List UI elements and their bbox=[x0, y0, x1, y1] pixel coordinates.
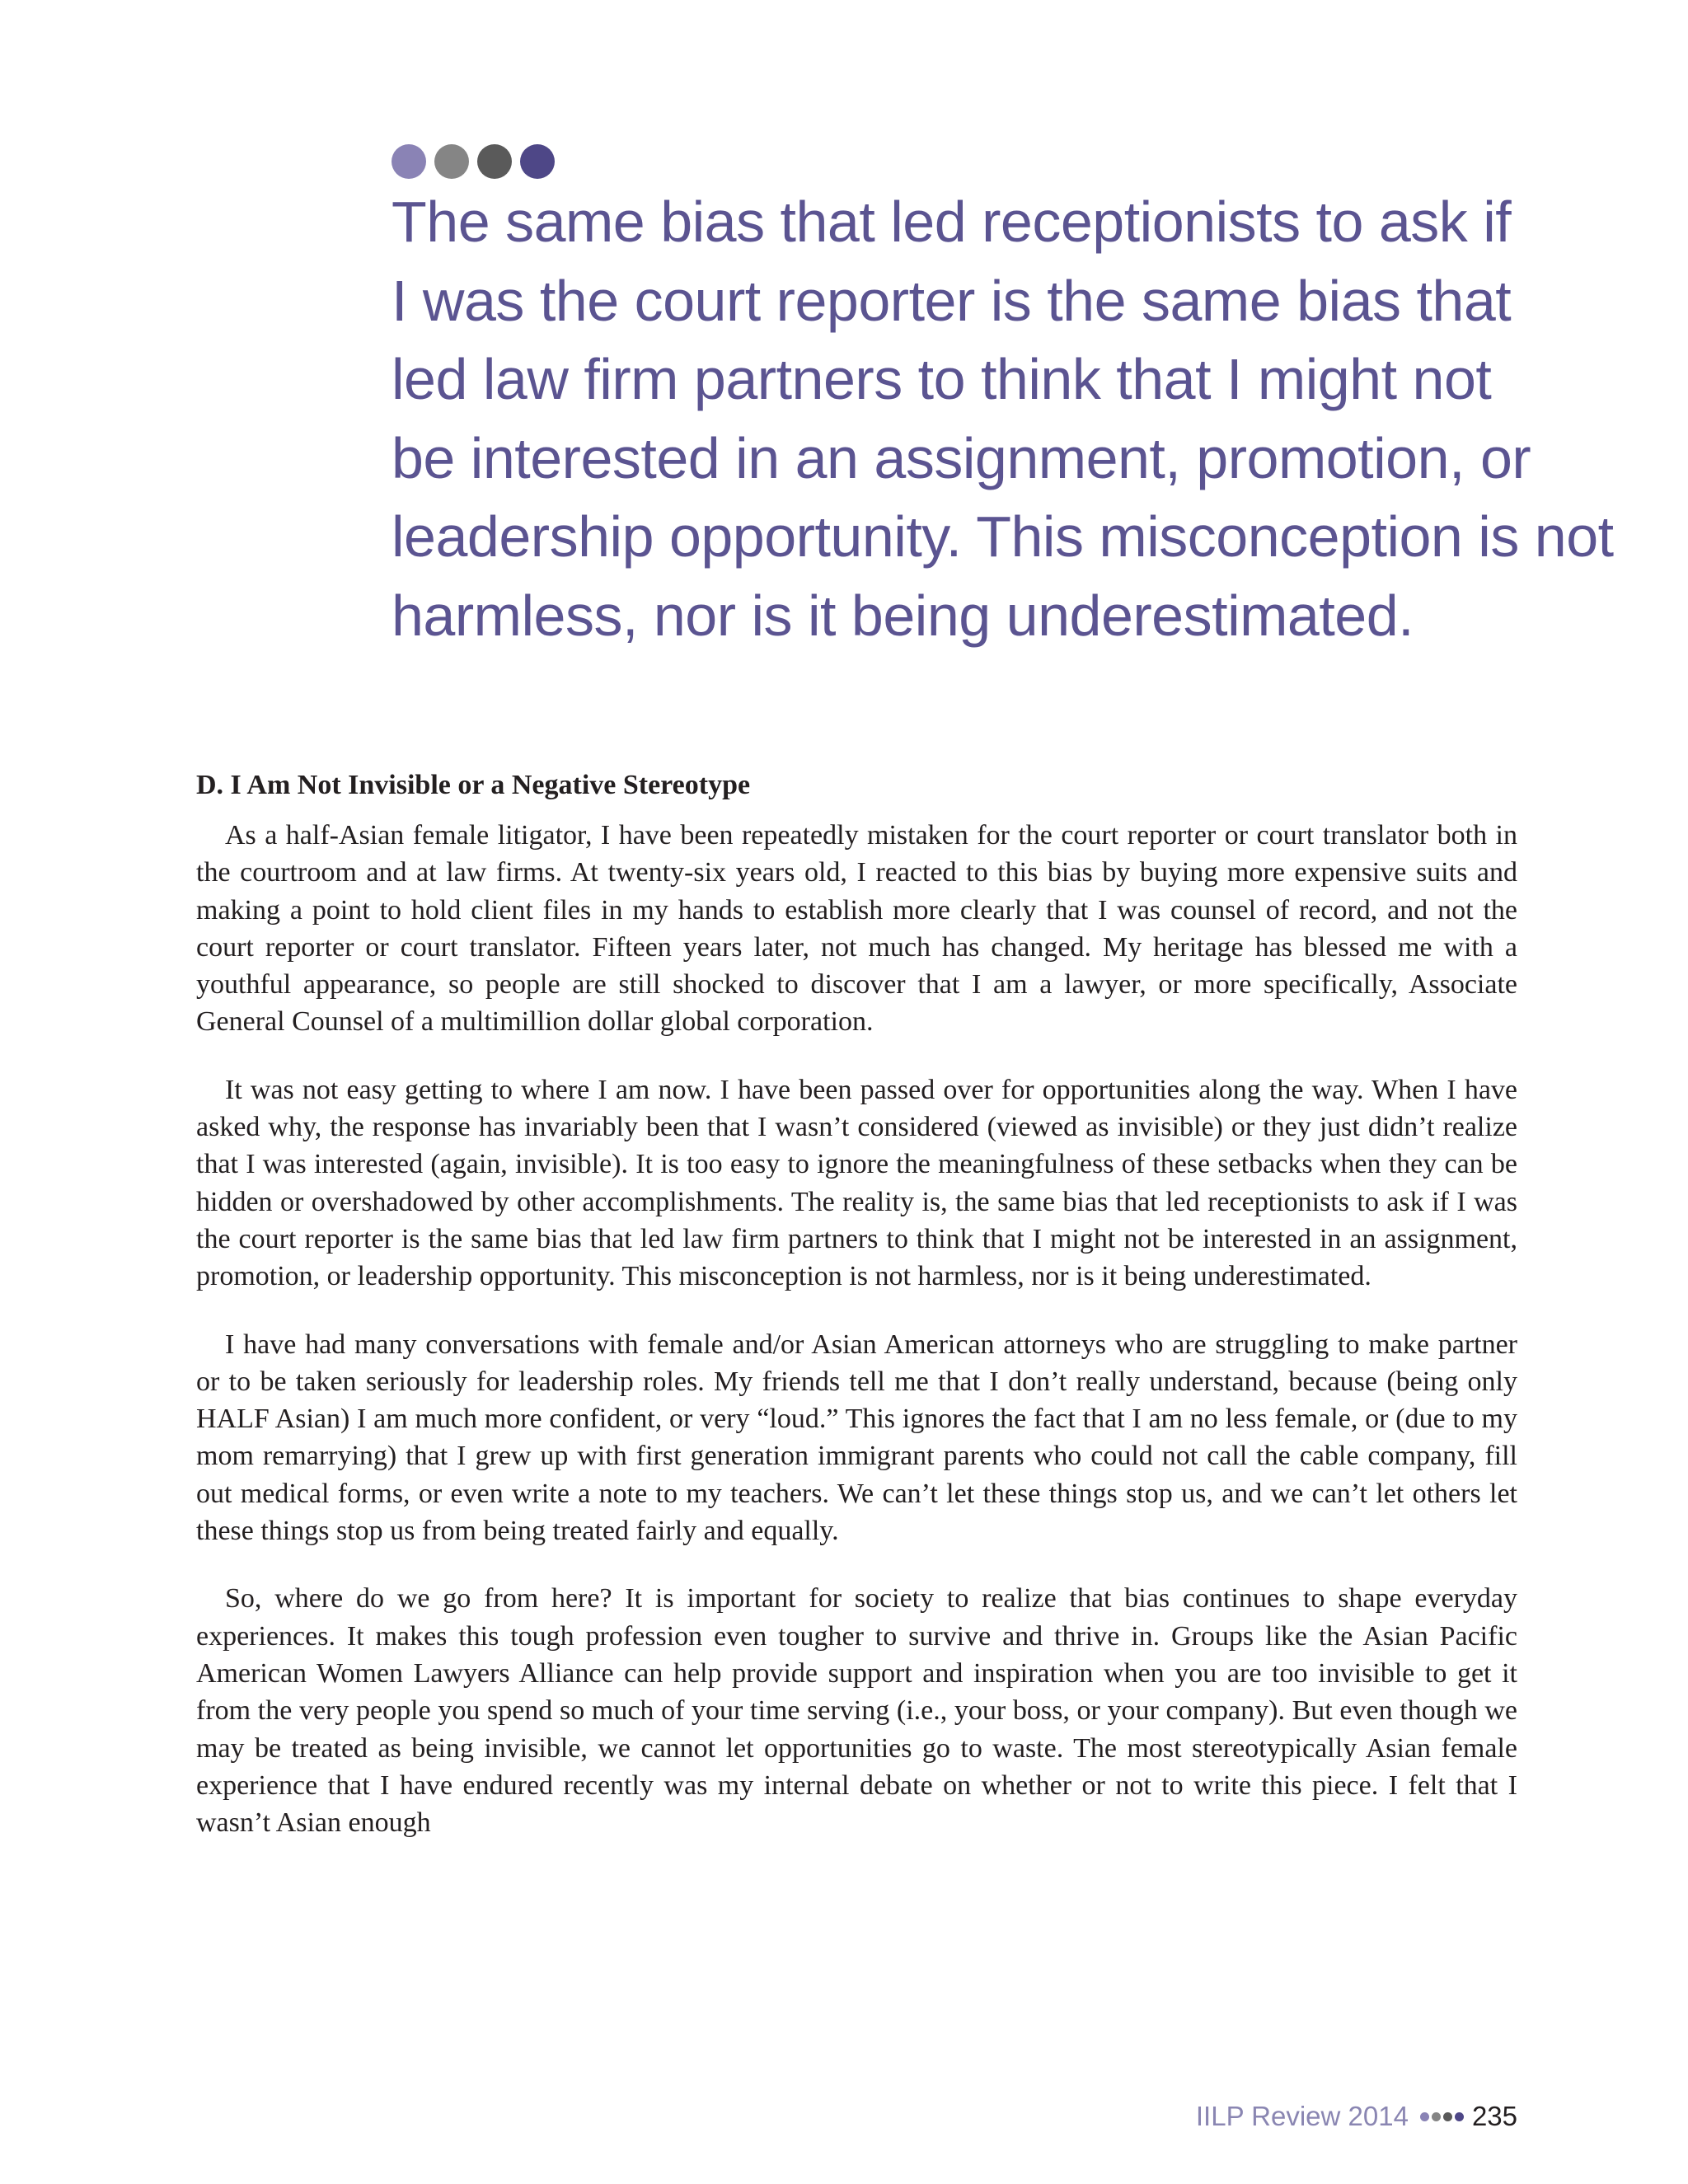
page-footer bbox=[1196, 2100, 1517, 2133]
footer-dot-icon bbox=[1443, 2112, 1452, 2121]
footer-dot-icon bbox=[1420, 2112, 1429, 2121]
pull-quote-line: leadership opportunity. This misconception is not bbox=[392, 504, 1614, 569]
footer-dots-icon bbox=[1420, 2112, 1464, 2121]
pull-quote-line: I was the court reporter is the same bias that bbox=[392, 268, 1512, 333]
footer-dot-icon bbox=[1455, 2112, 1464, 2121]
dot-1-icon bbox=[392, 144, 426, 179]
pullquote-dots bbox=[392, 144, 555, 179]
dot-2-icon bbox=[434, 144, 469, 179]
pull-quote-line: led law firm partners to think that I might not bbox=[392, 347, 1492, 411]
pull-quote-line: be interested in an assignment, promotion, or bbox=[392, 425, 1531, 490]
dot-4-icon bbox=[520, 144, 555, 179]
page-number: 235 bbox=[1471, 2101, 1517, 2131]
pull-quote-line: harmless, nor is it being underestimated. bbox=[392, 583, 1414, 648]
footer-journal-title: IILP Review 2014 bbox=[1195, 2101, 1409, 2131]
section-heading: D. I Am Not Invisible or a Negative Stereotype bbox=[196, 770, 751, 800]
dot-3-icon bbox=[477, 144, 512, 179]
article-body bbox=[196, 766, 1517, 1841]
body-paragraph: As a half-Asian female litigator, I have been repeatedly mistaken for the court reporter or court translator both in the courtroom and at law firms. At twenty-six years old, I reacted to this bias by buying more expensive suits and making a point to hold client files in my hands to establish more clearly that I was counsel of record, and not the court reporter or court translator. Fifteen years later, not much has changed. My heritage has blessed me with a youthful appearance, so people are still shocked to discover that I am a lawyer, or more specifically, Associate General Counsel of a multimillion dollar global corporation. bbox=[196, 820, 1517, 1038]
footer-dot-icon bbox=[1432, 2112, 1441, 2121]
body-paragraph: It was not easy getting to where I am now. I have been passed over for opportunities along the way. When I have asked why, the response has invariably been that I wasn’t considered (viewed as invisible) or they just didn’t realize that I was interested (again, invisible). It is too easy to ignore the meaningfulness of these setbacks when they can be hidden or overshadowed by other accomplishments. The reality is, the same bias that led receptionists to ask if I was the court reporter is the same bias that led law firm partners to think that I might not be interested in an assignment, promotion, or leadership opportunity. This misconception is not harmless, nor is it being underestimated. bbox=[196, 1074, 1517, 1292]
body-paragraph: I have had many conversations with female and/or Asian American attorneys who are struggling to make partner or to be taken seriously for leadership roles. My friends tell me that I don’t really understand, because (being only HALF Asian) I am much more confident, or very “loud.” This ignores the fact that I am no less female, or (due to my mom remarrying) that I grew up with first generation immigrant parents who could not call the cable company, fill out medical forms, or even write a note to my teachers. We can’t let these things stop us, and we can’t let others let these things stop us from being treated fairly and equally. bbox=[196, 1329, 1517, 1547]
body-paragraph: So, where do we go from here? It is important for society to realize that bias continues to shape everyday experiences. It makes this tough profession even tougher to survive and thrive in. Groups like the Asian Pacific American Women Lawyers Alliance can help provide support and inspiration when you are too invisible to get it from the very people you spend so much of your time serving (i.e., your boss, or your company). But even though we may be treated as being invisible, we cannot let opportunities go to waste. The most stereotypically Asian female experience that I have endured recently was my internal debate on whether or not to write this piece. I felt that I wasn’t Asian enough bbox=[196, 1583, 1517, 1839]
pull-quote bbox=[392, 183, 1614, 655]
pull-quote-line: The same bias that led receptionists to ask if bbox=[392, 190, 1512, 254]
